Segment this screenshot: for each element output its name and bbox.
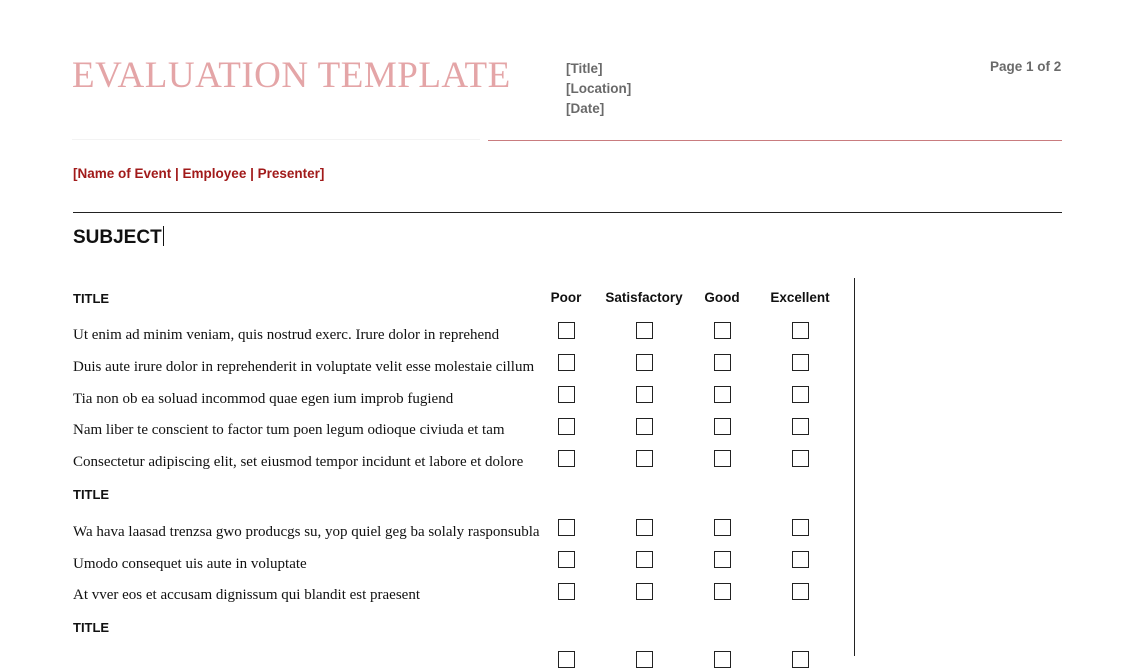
text-cursor: [163, 226, 164, 246]
rating-checkbox-poor[interactable]: [558, 450, 575, 467]
rating-checkbox-good[interactable]: [714, 450, 731, 467]
section-title: TITLE: [73, 291, 110, 306]
section-title: TITLE: [73, 487, 110, 502]
rating-checkbox-satisfactory[interactable]: [636, 322, 653, 339]
meta-divider: [488, 140, 1062, 141]
rating-checkbox-excellent[interactable]: [792, 354, 809, 371]
rating-checkbox-excellent[interactable]: [792, 450, 809, 467]
evaluation-item: Consectetur adipiscing elit, set eiusmod tempor incidunt et labore et dolore: [73, 454, 524, 470]
meta-title[interactable]: [Title]: [566, 61, 603, 76]
evaluation-item: Tia non ob ea soluad incommod quae egen ium improb fugiend: [73, 391, 454, 407]
rating-checkbox-good[interactable]: [714, 519, 731, 536]
rating-checkbox-satisfactory[interactable]: [636, 450, 653, 467]
rating-checkbox-satisfactory[interactable]: [636, 651, 653, 668]
rating-checkbox-good[interactable]: [714, 651, 731, 668]
rating-checkbox-excellent[interactable]: [792, 418, 809, 435]
evaluation-item: At vver eos et accusam dignissum qui blandit est praesent: [73, 587, 420, 603]
rating-checkbox-poor[interactable]: [558, 519, 575, 536]
rating-checkbox-excellent[interactable]: [792, 551, 809, 568]
rating-checkbox-satisfactory[interactable]: [636, 386, 653, 403]
rating-checkbox-good[interactable]: [714, 583, 731, 600]
rating-checkbox-satisfactory[interactable]: [636, 519, 653, 536]
rating-checkbox-good[interactable]: [714, 354, 731, 371]
rating-checkbox-satisfactory[interactable]: [636, 583, 653, 600]
rating-checkbox-excellent[interactable]: [792, 583, 809, 600]
rating-checkbox-excellent[interactable]: [792, 386, 809, 403]
evaluation-item: Duis aute irure dolor in reprehenderit in voluptate velit esse molestaie cillum: [73, 359, 535, 375]
section-title: TITLE: [73, 620, 110, 635]
rating-checkbox-good[interactable]: [714, 418, 731, 435]
rating-checkbox-poor[interactable]: [558, 551, 575, 568]
evaluation-item: Umodo consequet uis aute in voluptate: [73, 556, 307, 572]
rating-checkbox-excellent[interactable]: [792, 651, 809, 668]
rating-header-good: Good: [704, 290, 740, 305]
rating-header-excellent: Excellent: [770, 290, 830, 305]
document-title: EVALUATION TEMPLATE: [72, 55, 511, 96]
rating-checkbox-excellent[interactable]: [792, 519, 809, 536]
rating-checkbox-satisfactory[interactable]: [636, 418, 653, 435]
subject-text: SUBJECT: [73, 227, 162, 248]
rating-checkbox-poor[interactable]: [558, 583, 575, 600]
rating-checkbox-poor[interactable]: [558, 418, 575, 435]
evaluation-item: Nam liber te conscient to factor tum poen legum odioque civiuda et tam: [73, 422, 505, 438]
rating-header-poor: Poor: [550, 290, 582, 305]
evaluation-item: Wa hava laasad trenzsa gwo producgs su, yop quiel geg ba solaly rasponsubla: [73, 524, 540, 540]
subject-heading[interactable]: [73, 226, 164, 249]
document-meta: [566, 59, 631, 119]
page-number: Page 1 of 2: [990, 59, 1062, 74]
rating-checkbox-good[interactable]: [714, 322, 731, 339]
meta-location[interactable]: [Location]: [566, 81, 632, 96]
rating-checkbox-poor[interactable]: [558, 354, 575, 371]
subject-divider: [73, 212, 1062, 213]
rating-checkbox-satisfactory[interactable]: [636, 551, 653, 568]
rating-header-satisfactory: Satisfactory: [605, 290, 683, 305]
meta-date[interactable]: [Date]: [566, 101, 605, 116]
rating-checkbox-good[interactable]: [714, 386, 731, 403]
rating-checkbox-poor[interactable]: [558, 322, 575, 339]
rating-checkbox-poor[interactable]: [558, 651, 575, 668]
rating-checkbox-excellent[interactable]: [792, 322, 809, 339]
rating-checkbox-satisfactory[interactable]: [636, 354, 653, 371]
table-right-border: [854, 278, 855, 656]
title-divider: [72, 139, 480, 140]
evaluation-item: Ut enim ad minim veniam, quis nostrud exerc. Irure dolor in reprehend: [73, 327, 500, 343]
rating-checkbox-poor[interactable]: [558, 386, 575, 403]
event-name-field[interactable]: [Name of Event | Employee | Presenter]: [73, 166, 325, 181]
rating-checkbox-good[interactable]: [714, 551, 731, 568]
